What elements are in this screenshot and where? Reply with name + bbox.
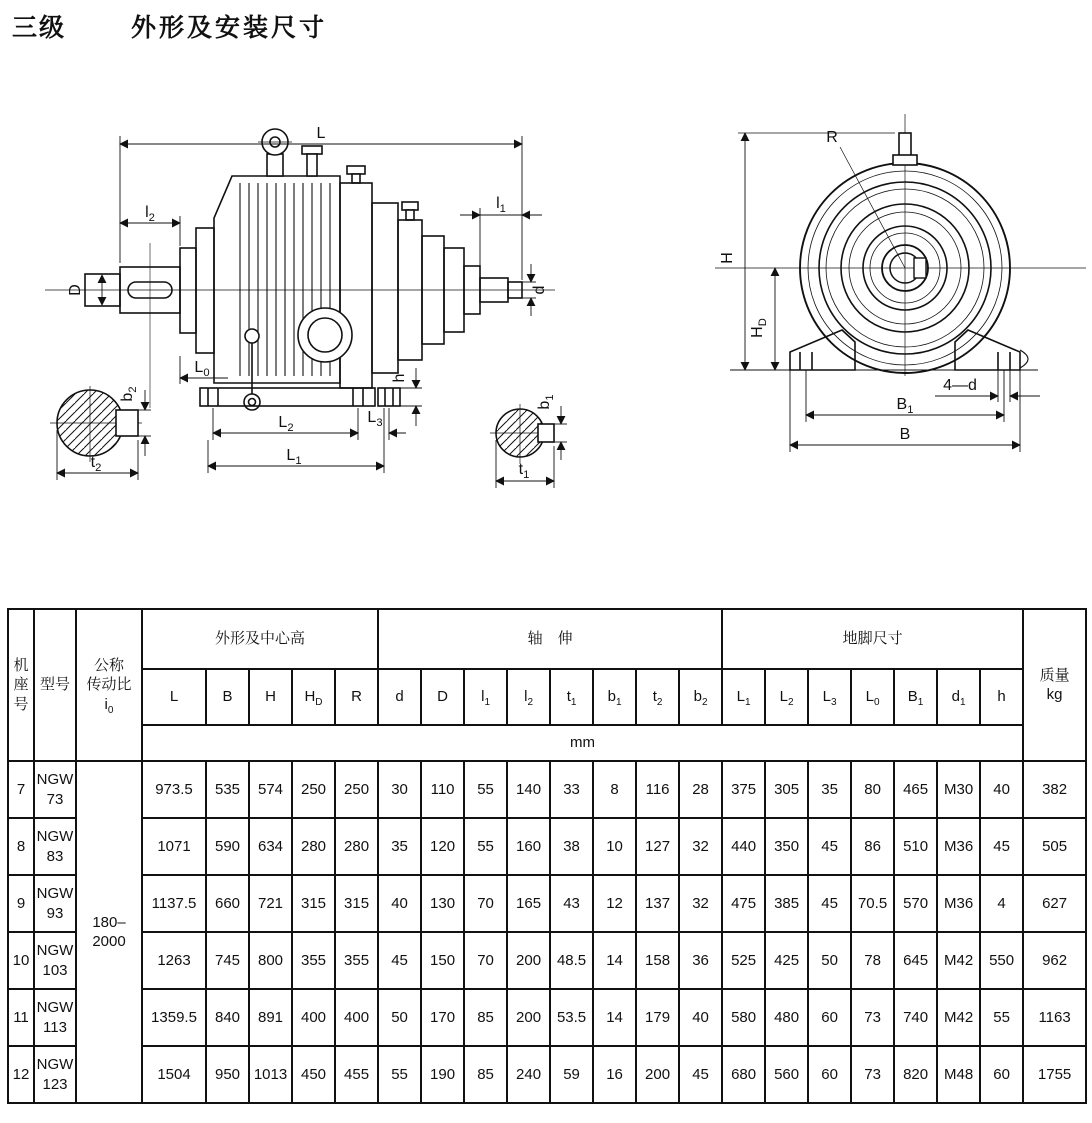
- dim-label-L3: $L_3$: [367, 409, 383, 429]
- cell-hd: 355: [292, 932, 335, 989]
- cell-b: 590: [206, 818, 249, 875]
- cell-d1: M42: [937, 989, 980, 1046]
- cell-l2: 140: [507, 761, 550, 818]
- cell-b1: 10: [593, 818, 636, 875]
- cell-l2: 480: [765, 989, 808, 1046]
- cell-ratio-value: 180– 2000: [76, 761, 142, 1103]
- cell-h: 1013: [249, 1046, 292, 1103]
- dim-label-h: h: [391, 373, 408, 383]
- table-body: [8, 761, 1086, 1103]
- dim-label-D: D: [67, 284, 84, 296]
- cell-t1: 59: [550, 1046, 593, 1103]
- cell-b2: 40: [679, 989, 722, 1046]
- cell-l3: 35: [808, 761, 851, 818]
- cell-d: 190: [421, 1046, 464, 1103]
- cell-d1: M48: [937, 1046, 980, 1103]
- cell-t1: 43: [550, 875, 593, 932]
- col-header-l3: $L_3$: [808, 669, 851, 725]
- unit-cell: mm: [142, 725, 1023, 761]
- cell-r: 280: [335, 818, 378, 875]
- cell-h: 550: [980, 932, 1023, 989]
- table-unit-row: [8, 725, 1086, 761]
- cell-h: 55: [980, 989, 1023, 1046]
- cell-hd: 280: [292, 818, 335, 875]
- gearbox-side-view-body: [45, 129, 555, 410]
- cell-h: 721: [249, 875, 292, 932]
- cell-h: 574: [249, 761, 292, 818]
- col-header-d1: $d_1$: [937, 669, 980, 725]
- cell-l2: 240: [507, 1046, 550, 1103]
- cell-d: 45: [378, 932, 421, 989]
- cell-mass: 1163: [1023, 989, 1086, 1046]
- cell-frame-no: 9: [8, 875, 34, 932]
- cell-mass: 505: [1023, 818, 1086, 875]
- cell-l1: 680: [722, 1046, 765, 1103]
- cell-h: 40: [980, 761, 1023, 818]
- cell-d: 35: [378, 818, 421, 875]
- table-row-12: [8, 1046, 1086, 1103]
- cell-l3: 45: [808, 818, 851, 875]
- cell-mass: 962: [1023, 932, 1086, 989]
- col-header-b2: $b_2$: [679, 669, 722, 725]
- dim-label-L: L: [316, 125, 326, 142]
- dim-label-b2: $b_2$: [119, 386, 139, 402]
- cell-b1: 8: [593, 761, 636, 818]
- col-header-t2: $t_2$: [636, 669, 679, 725]
- cell-t2: 127: [636, 818, 679, 875]
- cell-l1: 85: [464, 989, 507, 1046]
- col-header-l: L: [142, 669, 206, 725]
- table-row-10: [8, 932, 1086, 989]
- cell-t2: 179: [636, 989, 679, 1046]
- cell-d: 120: [421, 818, 464, 875]
- cell-d: 40: [378, 875, 421, 932]
- cell-l1: 85: [464, 1046, 507, 1103]
- cell-b: 660: [206, 875, 249, 932]
- cell-l2: 560: [765, 1046, 808, 1103]
- cell-l2: 200: [507, 932, 550, 989]
- table-row-11: [8, 989, 1086, 1046]
- cell-t1: 33: [550, 761, 593, 818]
- cell-l0: 73: [851, 989, 894, 1046]
- cell-d1: M36: [937, 818, 980, 875]
- side-view-drawing: [30, 88, 670, 518]
- cell-b2: 36: [679, 932, 722, 989]
- cell-l2: 425: [765, 932, 808, 989]
- cell-b1: 645: [894, 932, 937, 989]
- cell-t1: 53.5: [550, 989, 593, 1046]
- dim-label-l2: $l_2$: [145, 204, 155, 224]
- cell-d: 130: [421, 875, 464, 932]
- cell-d: 50: [378, 989, 421, 1046]
- col-header-l2: $l_2$: [507, 669, 550, 725]
- cell-b: 535: [206, 761, 249, 818]
- col-header-model: 型号: [34, 609, 76, 761]
- cell-l3: 50: [808, 932, 851, 989]
- cell-b1: 465: [894, 761, 937, 818]
- dim-label-b1: $b_1$: [536, 394, 556, 410]
- cell-b1: 820: [894, 1046, 937, 1103]
- col-header-l1: $l_1$: [464, 669, 507, 725]
- cell-mass: 1755: [1023, 1046, 1086, 1103]
- cell-frame-no: 11: [8, 989, 34, 1046]
- dim-label-L0: $L_0$: [194, 359, 210, 379]
- cell-r: 455: [335, 1046, 378, 1103]
- dim-label-4d: 4—d: [943, 377, 977, 394]
- cell-d1: M36: [937, 875, 980, 932]
- col-header-frame-no: 机 座 号: [8, 609, 34, 761]
- cell-l1: 70: [464, 932, 507, 989]
- cell-hd: 315: [292, 875, 335, 932]
- col-header-b1: $B_1$: [894, 669, 937, 725]
- cell-l3: 60: [808, 1046, 851, 1103]
- group-header-shaft-extension: 轴 伸: [378, 609, 722, 669]
- cell-b1: 12: [593, 875, 636, 932]
- cell-model: NGW 103: [34, 932, 76, 989]
- cell-t2: 158: [636, 932, 679, 989]
- table-row-8: [8, 818, 1086, 875]
- cell-frame-no: 10: [8, 932, 34, 989]
- cell-model: NGW 93: [34, 875, 76, 932]
- dim-label-L1: $L_1$: [286, 447, 302, 467]
- dimension-spec-table: [7, 608, 1087, 1104]
- dim-label-B1: $B_1$: [896, 396, 914, 416]
- col-header-b: B: [206, 669, 249, 725]
- cell-l: 1071: [142, 818, 206, 875]
- col-header-l2: $L_2$: [765, 669, 808, 725]
- cell-model: NGW 83: [34, 818, 76, 875]
- cell-t2: 137: [636, 875, 679, 932]
- table-row-7: [8, 761, 1086, 818]
- cell-l1: 440: [722, 818, 765, 875]
- cell-b1: 740: [894, 989, 937, 1046]
- dim-label-t1: $t_1$: [518, 461, 530, 481]
- cell-l1: 70: [464, 875, 507, 932]
- cell-l3: 60: [808, 989, 851, 1046]
- col-header-d: D: [421, 669, 464, 725]
- cell-l: 1137.5: [142, 875, 206, 932]
- cell-l1: 55: [464, 818, 507, 875]
- dim-label-R: R: [826, 129, 838, 146]
- cell-d: 150: [421, 932, 464, 989]
- cell-l2: 305: [765, 761, 808, 818]
- cell-t2: 116: [636, 761, 679, 818]
- cell-t2: 200: [636, 1046, 679, 1103]
- dim-label-HD: $H_D$: [749, 318, 769, 338]
- cell-b1: 510: [894, 818, 937, 875]
- cell-frame-no: 7: [8, 761, 34, 818]
- cell-h: 634: [249, 818, 292, 875]
- cell-l2: 350: [765, 818, 808, 875]
- col-header-h: h: [980, 669, 1023, 725]
- page-title: 外形及安装尺寸: [131, 14, 328, 42]
- cell-l0: 86: [851, 818, 894, 875]
- cell-mass: 627: [1023, 875, 1086, 932]
- col-header-mass: 质量 kg: [1023, 609, 1086, 761]
- dim-label-L2: $L_2$: [278, 414, 294, 434]
- cell-l3: 45: [808, 875, 851, 932]
- cell-b2: 28: [679, 761, 722, 818]
- col-header-t1: $t_1$: [550, 669, 593, 725]
- cell-h: 45: [980, 818, 1023, 875]
- cell-b1: 570: [894, 875, 937, 932]
- col-header-r: R: [335, 669, 378, 725]
- col-header-l1: $L_1$: [722, 669, 765, 725]
- cell-t1: 38: [550, 818, 593, 875]
- cell-r: 400: [335, 989, 378, 1046]
- cell-model: NGW 73: [34, 761, 76, 818]
- group-header-foot: 地脚尺寸: [722, 609, 1023, 669]
- cell-l2: 160: [507, 818, 550, 875]
- cell-d1: M42: [937, 932, 980, 989]
- section-label: 三级: [12, 14, 67, 42]
- cell-hd: 250: [292, 761, 335, 818]
- table-group-header-row: [8, 609, 1086, 669]
- cell-l1: 55: [464, 761, 507, 818]
- cell-t1: 48.5: [550, 932, 593, 989]
- cell-model: NGW 123: [34, 1046, 76, 1103]
- cell-h: 800: [249, 932, 292, 989]
- cell-d: 110: [421, 761, 464, 818]
- col-header-ratio: 公称 传动比 $i_0$: [76, 609, 142, 761]
- col-header-b1: $b_1$: [593, 669, 636, 725]
- cell-l: 1504: [142, 1046, 206, 1103]
- dim-label-B: B: [899, 426, 911, 443]
- table-column-header-row: [8, 669, 1086, 725]
- cell-r: 315: [335, 875, 378, 932]
- cell-b1: 14: [593, 932, 636, 989]
- dim-label-d: d: [531, 285, 548, 295]
- cell-l0: 73: [851, 1046, 894, 1103]
- cell-l0: 80: [851, 761, 894, 818]
- cell-r: 355: [335, 932, 378, 989]
- cell-l1: 375: [722, 761, 765, 818]
- front-view-drawing: [690, 100, 1090, 470]
- cell-b2: 32: [679, 818, 722, 875]
- cell-b1: 14: [593, 989, 636, 1046]
- cell-frame-no: 8: [8, 818, 34, 875]
- table-row-9: [8, 875, 1086, 932]
- side-view-dimensions: [102, 136, 542, 473]
- cell-l1: 580: [722, 989, 765, 1046]
- cell-frame-no: 12: [8, 1046, 34, 1103]
- col-header-d: d: [378, 669, 421, 725]
- cell-l: 973.5: [142, 761, 206, 818]
- group-header-outline: 外形及中心高: [142, 609, 378, 669]
- col-header-h: H: [249, 669, 292, 725]
- col-header-hd: $H_D$: [292, 669, 335, 725]
- cell-b: 840: [206, 989, 249, 1046]
- cell-d: 55: [378, 1046, 421, 1103]
- dim-label-H: H: [719, 252, 736, 264]
- cell-h: 60: [980, 1046, 1023, 1103]
- front-view-dimensions: [738, 133, 1040, 452]
- cell-l: 1359.5: [142, 989, 206, 1046]
- cell-r: 250: [335, 761, 378, 818]
- cell-l2: 385: [765, 875, 808, 932]
- dim-label-l1: $l_1$: [496, 195, 506, 215]
- cell-b: 950: [206, 1046, 249, 1103]
- cell-b1: 16: [593, 1046, 636, 1103]
- cell-d: 30: [378, 761, 421, 818]
- cell-d1: M30: [937, 761, 980, 818]
- cell-mass: 382: [1023, 761, 1086, 818]
- cell-l2: 165: [507, 875, 550, 932]
- cell-b: 745: [206, 932, 249, 989]
- cell-l1: 475: [722, 875, 765, 932]
- cell-l2: 200: [507, 989, 550, 1046]
- cell-l1: 525: [722, 932, 765, 989]
- cell-h: 891: [249, 989, 292, 1046]
- gearbox-front-view-body: [715, 114, 1086, 376]
- dim-label-t2: $t_2$: [90, 454, 102, 474]
- cell-h: 4: [980, 875, 1023, 932]
- cell-l0: 78: [851, 932, 894, 989]
- cell-model: NGW 113: [34, 989, 76, 1046]
- cell-hd: 450: [292, 1046, 335, 1103]
- cell-b2: 45: [679, 1046, 722, 1103]
- cell-hd: 400: [292, 989, 335, 1046]
- col-header-l0: $L_0$: [851, 669, 894, 725]
- cell-b2: 32: [679, 875, 722, 932]
- cell-l0: 70.5: [851, 875, 894, 932]
- cell-d: 170: [421, 989, 464, 1046]
- cell-l: 1263: [142, 932, 206, 989]
